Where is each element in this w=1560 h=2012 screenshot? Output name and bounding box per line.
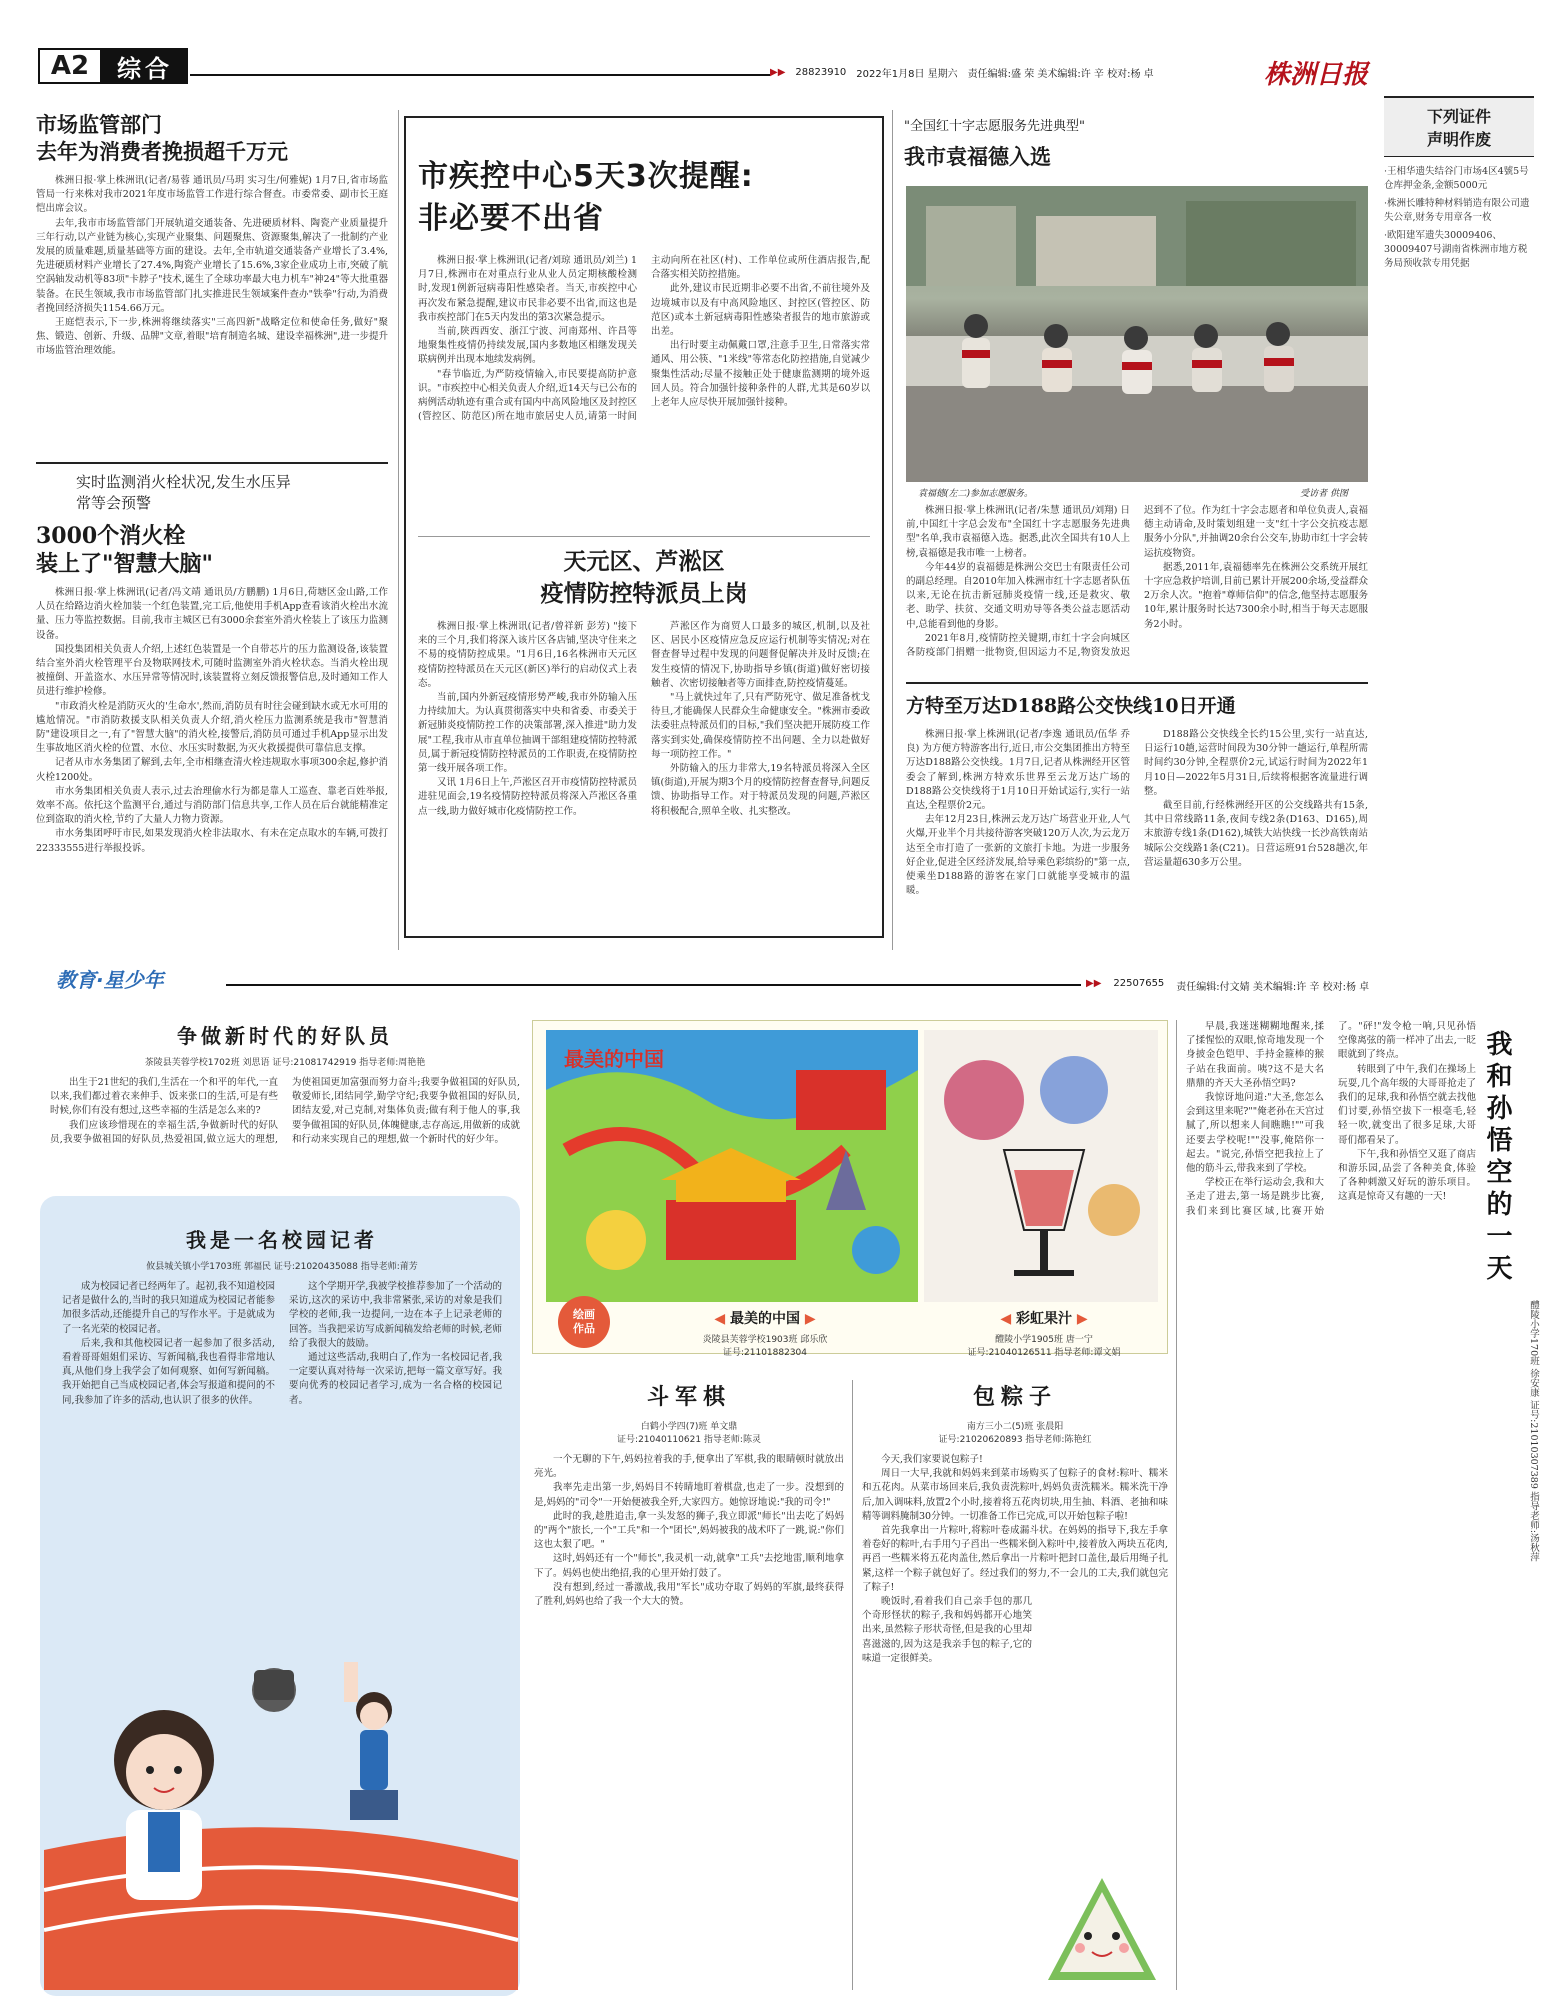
masthead-meta xyxy=(770,64,1190,80)
paragraph: 株洲日报·掌上株洲讯(记者/曾祥新 彭芳) "接下来的三个月,我们将深入该片区各店铺,坚决守住来之不易的疫情防控成果。"1月6日,16名株洲市天元区疫情防控特派员在天元区(新区)举行的启动仪式上表态。 xyxy=(418,621,637,689)
paragraph: 2021年8月,疫情防控关键期,市红十字会向城区各防疫部门捐赠一批物资,但因运力不足,物资发放迟迟到不了位。作为红十字会志愿者和单位负责人,袁福德主动请命,及时策划组建一支"红十字公交抗疫志愿服务小分队",并抽调20余台公交车,协助市红十字会转运抗疫物资。 xyxy=(906,505,1368,659)
essay-title: 斗军棋 xyxy=(646,1385,731,1410)
essay-vertical-title: 我和孙悟空的一天 xyxy=(1482,1030,1512,1286)
paper-name: 株洲日报 xyxy=(1263,60,1368,90)
paragraph: 株洲日报·掌上株洲讯(记者/刘琼 通讯员/刘兰) 1月7日,株洲市在对重点行业从业人员定期核酸检测时,发现1例新冠病毒阳性感染者。当天,市疾控中心再次发布紧急提醒,建议市民非必要不出省,而这也是我市疾控部门在5天内发出的第3次紧急提示。 xyxy=(418,255,637,323)
article-bus-line xyxy=(906,692,1368,948)
paragraph: 株洲日报·掌上株洲讯(记者/李逸 通讯员/伍华 乔良) 为方便方特游客出行,近日,市公交集团推出方特至万达D188路公交快线。1月7日,记者从株洲经开区管委会了解到,株洲方特欢乐世界至云龙万达广场的D188路公交快线将于1月10日开始试运行,实行一站直达,全程票价2元。 xyxy=(906,729,1130,812)
notice-title-box xyxy=(1384,96,1534,157)
paragraph: 这个学期开学,我被学校推荐参加了一个活动的采访,这次的采访中,我非常紧张,采访的对象是我们学校的老师,我一边提问,一边在本子上记录老师的回答。当我把采访写成新闻稿发给老师的时候,老师给了我很大的鼓励。 xyxy=(289,1281,502,1349)
essay-byline: 攸县城关镇小学1703班 郭福民 证号:21020435088 指导老师:莆芳 xyxy=(146,1262,418,1272)
paragraph: 通过这些活动,我明白了,作为一名校园记者,我一定要认真对待每一次采访,把每一篇文章写好。我要向优秀的校园记者学习,成为一名合格的校园记者。 xyxy=(289,1352,502,1406)
notice-title-1: 下列证件 xyxy=(1426,107,1491,126)
article-red-cross xyxy=(904,118,1384,172)
paragraph: 外防输入的压力非常大,19名特派员将深入全区镇(街道),开展为期3个月的疫情防控督查督导,问题反馈、协助指导工作。对于特派员发现的问题,芦淞区将积极配合,照单全收、扎实整改。 xyxy=(651,763,870,817)
paragraph: 首先我拿出一片粽叶,将粽叶卷成漏斗状。在妈妈的指导下,我左手拿着卷好的粽叶,右手用勺子舀出一些糯米倒入粽叶中,接着放入两块五花肉,再舀一些糯米将五花肉盖住,然后拿出一片粽叶把封口盖住,最后用绳子扎紧,这样一个粽子就包好了。经过我们的努力,不一会儿的工夫,我们就包完了粽子! xyxy=(862,1525,1168,1593)
column-divider xyxy=(398,110,399,950)
painting-beautiful-china-art xyxy=(546,1030,918,1302)
photo-caption: 袁福德(左二)参加志愿服务。 xyxy=(918,489,1034,499)
essay-zongzi xyxy=(862,1380,1168,1666)
article-title xyxy=(418,156,870,240)
paragraph: 据悉,2011年,袁福德率先在株洲公交系统开展红十字应急救护培训,目前已累计开展200余场,受益群众2万余人次。"抱着"尊师信仰"的信念,他坚持志愿服务10年,累计服务时长达7300余小时,相当于每天志愿服务2小时。 xyxy=(1144,561,1368,630)
paragraph: 我惊讶地问道:"大圣,您怎么会到这里来呢?""俺老孙在天宫过腻了,所以想来人间瞧瞧!""可我还要去学校呢!""没事,俺陪你一起去。"说完,孙悟空把我拉上了他的筋斗云,带我来到了学校。 xyxy=(1186,1092,1324,1175)
paragraph: "马上就快过年了,只有严防死守、做足准备枕戈待旦,才能确保人民群众生命健康安全。"株洲市委政法委驻点特派员们的目标,"我们坚决把开展防疫工作落实到实处,确保疫情防控不出问题、全力以赴做好每一项防控工作。" xyxy=(651,692,870,760)
divider xyxy=(906,682,1368,684)
paragraph: 此外,建议市民近期非必要不出省,不前往境外及边境城市以及有中高风险地区、封控区(管控区、防范区)或本土新冠病毒阳性感染者报告的地市旅游或出差。 xyxy=(651,283,870,338)
paragraph: "春节临近,为严防疫情输入,市民要提高防护意识。"市疾控中心相关负责人介绍,近14天与已公布的病例活动轨迹有重合或有国内中高风险地区及封控区(管控区、防范区)所在地市旅居史人员,请第一时间主动向所在社区(村)、工作单位或所住酒店报告,配合落实相关防控措施。 xyxy=(418,255,870,423)
kicker-line: 实时监测消火栓状况,发生水压异 xyxy=(76,473,291,491)
essay-good-member xyxy=(50,1020,520,1206)
paragraph: D188路公交快线全长约15公里,实行一站直达,日运行10趟,运营时间段为30分钟一趟运行,单程所需时间约30分钟,全程票价2元,试运行时间为2022年1月10日—2022年5月31日,后续将根据客流量进行调整。 xyxy=(1144,729,1368,797)
paragraph: 当前,陕西西安、浙江宁波、河南郑州、许昌等地聚集性疫情仍持续发展,国内多数地区相继发现关联病例并出现本地续发病例。 xyxy=(418,326,637,366)
painting-beautiful-china xyxy=(546,1030,918,1302)
editors-line: 责任编辑:盛 荣 美术编辑:许 辛 校对:杨 卓 xyxy=(967,68,1154,80)
edu-header-rule xyxy=(226,984,1081,986)
divider xyxy=(36,462,388,464)
article-title: 我市袁福德入选 xyxy=(904,145,1051,169)
artwork-id: 证号:21040126511 指导老师:谭文娟 xyxy=(967,1348,1121,1358)
paragraph: 出生于21世纪的我们,生活在一个和平的年代,一直以来,我们都过着衣来伸手、饭来张口的生活,可是有些时候,你们有没有想过,这些幸福的生活是怎么来的? xyxy=(50,1077,278,1117)
essay-title: 争做新时代的好队员 xyxy=(177,1024,393,1048)
photo-caption-row xyxy=(906,486,1368,499)
article-title xyxy=(36,112,388,166)
painting-rainbow-juice-art xyxy=(924,1030,1158,1302)
artwork-title: 最美的中国 xyxy=(730,1311,800,1327)
paragraph: 我们应该珍惜现在的幸福生活,争做新时代的好队员,我要争做祖国的好队员,热爱祖国,做立远大的理想,为使祖国更加富强而努力奋斗;我要争做祖国的好队员,敬爱师长,团结同学,勤学守纪;我要争做祖国的好队员,团结友爱,对己克制,对集体负责;做有利于他人的事,我要争做祖国的好队员,体魄健康,志存高远,用做新的成就和行动来实现自己的理想,做一个新时代的好少年。 xyxy=(50,1077,520,1145)
artwork-caption-2 xyxy=(924,1308,1164,1358)
column-divider xyxy=(1176,1020,1177,1990)
article-title-line: 天元区、芦淞区 xyxy=(563,549,725,575)
star-icon: ◀ xyxy=(714,1311,730,1327)
paragraph: 国投集团相关负责人介绍,上述红色装置是一个自带芯片的压力监测设备,该装置结合室外消火栓管理平台及物联网技术,可随时监测室外消火栓状态。当消火栓出现被撞倒、开盖盗水、水压异常等情况时,该装置将立刻反馈报警信息,及时通知工作人员进行维护检修。 xyxy=(36,643,388,698)
article-title xyxy=(418,546,870,610)
article-fire-hydrant xyxy=(36,472,388,856)
paragraph: 成为校园记者已经两年了。起初,我不知道校园记者是做什么的,当时的我只知道成为校园记者能参加很多活动,还能提升自己的写作水平。于是就成为了一名光荣的校园记者。 xyxy=(62,1281,275,1335)
star-icon: ▶ xyxy=(1072,1311,1088,1327)
zongzi-illustration xyxy=(1040,1872,1164,1990)
paragraph: 出行时要主动佩戴口罩,注意手卫生,日常落实常通风、用公筷、"1米线"等常态化防控措施,自觉减少聚集性活动;尽量不接触正处于健康监测期的境外返回人员。符合加强针接种条件的人群,尤其是60岁以上老年人应尽快开展加强针接种。 xyxy=(651,340,870,409)
paragraph: 今年44岁的袁福德是株洲公交巴士有限责任公司的副总经理。自2010年加入株洲市红十字志愿者队伍以来,无论在抗击新冠肺炎疫情一线,还是救灾、敬老、助学、扶贫、交通文明劝导等各类公益志愿活动中,总能看到他的身影。 xyxy=(906,561,1130,630)
article-title-line: 市疾控中心5天3次提醒: xyxy=(418,159,754,194)
artwork-author: 炎陵县芙蓉学校1903班 邱乐欣 xyxy=(702,1335,828,1345)
notice-title-2: 声明作废 xyxy=(1426,130,1491,149)
paragraph: 转眼到了中午,我们在操场上玩耍,几个高年级的大哥哥抢走了我们的足球,我和孙悟空就去找他们讨要,孙悟空拔下一根毫毛,轻轻一吹,就变出了很多足球,大哥哥们都看呆了。 xyxy=(1338,1063,1476,1146)
divider xyxy=(418,536,870,537)
article-title-line: 3000个消火栓 xyxy=(36,523,186,549)
paragraph: 去年12月23日,株洲云龙万达广场营业开业,人气火爆,开业半个月共接待游客突破120万人次,为云龙万达至全市打造了一张新的文旅打卡地。为进一步服务好企业,促进全区经济发展,给导乘色彩缤纷的"第一点,使乘坐D188路的游客在家门口就能享受城市的温暖。 xyxy=(906,814,1130,897)
photo-credit: 受访者 供图 xyxy=(1300,489,1348,499)
paragraph: 周日一大早,我就和妈妈来到菜市场购买了包粽子的食材:粽叶、糯米和五花肉。从菜市场回来后,我负责洗粽叶,妈妈负责洗糯米。糯米洗干净后,加入调味料,放置2个小时,接着将五花肉切块,用生抽、料酒、老抽和味精等调料腌制30分钟。一切准备工作已完成,可以开始包粽子啦! xyxy=(862,1468,1168,1522)
paragraph: 王庭恺表示,下一步,株洲将继续落实"三高四新"战略定位和使命任务,做好"聚焦、锻造、创新、升级、品牌"文章,着眼"培育制造名城、建设幸福株洲",进一步提升市场监管治理效能。 xyxy=(36,317,388,357)
kicker-line: 常等会预警 xyxy=(76,494,152,512)
edu-issue-no: 22507655 xyxy=(1113,978,1165,989)
kid-reporter-drawing xyxy=(44,1600,518,1990)
paragraph: 又讯 1月6日上午,芦淞区召开市疫情防控特派员进驻见面会,19名疫情防控特派员将深入芦淞区各重点一线,助力做好城市化疫情防控工作。 xyxy=(418,777,637,817)
artwork-caption-1 xyxy=(620,1308,910,1358)
star-icon: ◀ xyxy=(1000,1311,1016,1327)
paragraph: 晚饭时,看着我们自己亲手包的那几个奇形怪状的粽子,我和妈妈都开心地笑出来,虽然粽子形状奇怪,但是我的心里却喜滋滋的,因为这是我亲手包的粽子,它的味道一定很鲜美。 xyxy=(862,1596,1032,1664)
essay-army-chess xyxy=(534,1380,844,1609)
essay-title: 包粽子 xyxy=(972,1385,1057,1410)
article-title-line: 市场监管部门 xyxy=(36,113,162,137)
masthead-rule xyxy=(190,74,770,76)
essay-reporter xyxy=(62,1224,502,1580)
arrow-icon: ▶▶ xyxy=(770,66,786,78)
edu-editors: 责任编辑:付文婧 美术编辑:许 辛 校对:杨 卓 xyxy=(1176,982,1370,993)
volunteer-photo xyxy=(906,186,1368,482)
page-code: A2 xyxy=(50,51,90,81)
paragraph: 早晨,我迷迷糊糊地醒来,揉了揉惺忪的双眼,惊奇地发现一个身披金色铠甲、手持金箍棒的猴子站在我面前。咦?这不是大名鼎鼎的齐天大圣孙悟空吗? xyxy=(1186,1021,1324,1089)
paragraph: 没有想到,经过一番激战,我用"军长"成功夺取了妈妈的军旗,最终获得了胜利,妈妈也给了我一个大大的赞。 xyxy=(534,1581,844,1608)
artwork-id: 证号:21101882304 xyxy=(722,1348,808,1358)
article-cdc-reminder xyxy=(418,156,870,544)
article-title-line: 去年为消费者挽损超千万元 xyxy=(36,140,288,164)
paragraph: 这时,妈妈还有一个"师长",我灵机一动,就拿"工兵"去挖地雷,顺利地拿下了。妈妈也使出绝招,我的心里开始打鼓了。 xyxy=(534,1553,844,1579)
paragraph: "市政消火栓是消防灭火的'生命水',然而,消防员有时往会碰到缺水或无水可用的尴尬情况。"市消防救援支队相关负责人介绍,消火栓压力监测系统是我市"智慧消防"建设项目之一,有了"智慧大脑"的消火栓,接警后,消防员可通过手机App显示出发生事故地区消火栓的位置、水位、水压实时数据,为灭火救援提供可靠信息支撑。 xyxy=(36,700,388,755)
paragraph: 株洲日报·掌上株洲讯(记者/朱慧 通讯员/刘翔) 日前,中国红十字总会发布"全国红十字志愿服务先进典型"名单,我市袁福德入选。据悉,此次全国共有10人上榜,袁福德是我市唯一上榜者。 xyxy=(906,505,1130,559)
notice-item: ·王相华遗失结谷门市场4区4號5号仓库押金条,金额5000元 xyxy=(1384,166,1529,191)
section-label: 综合 xyxy=(117,54,173,83)
edu-column-name: 教育·星少年 xyxy=(56,968,164,992)
artwork-badge-line: 作品 xyxy=(573,1322,595,1335)
star-icon: ▶ xyxy=(800,1311,816,1327)
article-kicker: "全国红十字志愿服务先进典型" xyxy=(904,119,1085,134)
paragraph: 株洲日报·掌上株洲讯(记者/冯文靖 通讯员/方鹏鹏) 1月6日,荷塘区金山路,工作人员在给路边消火栓加装一个红色装置,完工后,他使用手机App查看该消火栓出水流量、压力等监控数据。目前,我市主城区已有3000余套室外消火栓装上了该压力监测设备。 xyxy=(36,587,388,641)
artwork-author: 醴陵小学1905班 唐一宁 xyxy=(995,1335,1093,1345)
article-market-supervision xyxy=(36,112,388,359)
essay-monkey-king xyxy=(1186,1020,1476,1980)
paragraph: 此时的我,趁胜追击,拿一头发怒的狮子,我立即派"师长"出去吃了妈妈的"两个"旅长,一个"工兵"和一个"团长",妈妈被我的战术吓了一跳,说:"你们这也太狠了吧。" xyxy=(534,1510,844,1551)
edu-header xyxy=(36,960,1536,1000)
essay-byline: 白鹤小学四(7)班 单文鼎 xyxy=(640,1422,738,1432)
essay-byline: 茶陵县芙蓉学校1702班 刘思语 证号:21081742919 指导老师:周艳艳 xyxy=(144,1058,426,1068)
kid-reporter-illustration xyxy=(44,1600,518,1990)
paragraph: 学校正在举行运动会,我和大圣走了进去,第一场是跳步比赛,我们来到比赛区域,比赛开始了。"砰!"发令枪一响,只见孙悟空像离弦的箭一样冲了出去,一眨眼就到了终点。 xyxy=(1186,1021,1476,1217)
essay-byline: 南方三小二(5)班 张晨阳 xyxy=(966,1422,1064,1432)
section-label-box xyxy=(102,48,188,84)
notice-item: ·欧阳建军遗失30009406、30009407号湖南省株洲市地方税务局预收款专用凭据 xyxy=(1384,230,1528,269)
paragraph: 我率先走出第一步,妈妈目不转睛地盯着棋盘,也走了一步。没想到的是,妈妈的"司令"一开始便被我全歼,大家四方。她惊讶地说:"我的司令!" xyxy=(534,1482,844,1508)
paragraph: 市水务集团相关负责人表示,过去治理偷水行为都是靠人工巡查、靠老百姓举报,效率不高。依托这个监测平台,通过与消防部门信息共享,工作人员在后台就能精准定位到盗取的消火栓,节约了大量人力物力资源。 xyxy=(36,785,388,826)
volunteer-photo-illustration xyxy=(906,186,1368,482)
article-kicker xyxy=(36,472,388,514)
paragraph: 截至目前,行经株洲经开区的公交线路共有15条,其中日常线路11条,夜间专线2条(D163、D165),周末旅游专线1条(D162),城铁大站快线一长沙高铁南站城际公交线路1条(C21)。日营运班91台528趟次,年营运量超630多万公里。 xyxy=(1144,800,1368,868)
artwork-badge xyxy=(558,1296,610,1348)
paragraph: 一个无聊的下午,妈妈拉着我的手,便拿出了军棋,我的眼睛顿时就放出亮光。 xyxy=(534,1454,844,1480)
paragraph: 下午,我和孙悟空又逛了商店和游乐园,品尝了各种美食,体验了各种刺激又好玩的游乐项目。这真是惊奇又有趣的一天! xyxy=(1338,1148,1476,1203)
notice-box xyxy=(1384,96,1534,376)
essay-byline: 证号:21040110621 指导老师:陈灵 xyxy=(617,1435,761,1445)
column-divider xyxy=(892,110,893,950)
painting-inscription: 最美的中国 xyxy=(564,1047,664,1071)
page-code-box xyxy=(38,48,102,84)
article-title-line: 疫情防控特派员上岗 xyxy=(540,581,748,607)
column-divider xyxy=(852,1380,853,1990)
edu-meta xyxy=(1086,978,1369,993)
paragraph: 当前,国内外新冠疫情形势严峻,我市外防输入压力持续加大。为认真贯彻落实中央和省委、市委关于新冠肺炎疫情防控工作的决策部署,深入推进"助力发展"工程,我市从市直单位抽调干部组建疫情防控特派员,属于新冠疫情防控特派员的工作职责,在疫情防控第一线开展各项工作。 xyxy=(418,692,637,775)
paragraph: 株洲日报·掌上株洲讯(记者/易蓉 通讯员/马玥 实习生/何雅妮) 1月7日,省市场监管局一行来株对我市2021年度市场监管工作进行综合督查。市委常委、副市长王庭恺出席会议。 xyxy=(36,175,388,215)
painting-rainbow-juice xyxy=(924,1030,1158,1302)
artwork-badge-line: 绘画 xyxy=(573,1308,595,1321)
essay-byline: 证号:21020620893 指导老师:陈艳红 xyxy=(938,1435,1092,1445)
essay-title: 我是一名校园记者 xyxy=(186,1228,378,1252)
essay-vertical-byline: 醴陵小学170班 徐安康 证号:21010307389 指导老师:汤秋萍 xyxy=(1528,1300,1539,1562)
paragraph: 市水务集团呼吁市民,如果发现消火栓非法取水、有未在定点取水的车辆,可拨打22333555进行举报投诉。 xyxy=(36,828,388,854)
arrow-icon: ▶▶ xyxy=(1086,978,1102,989)
date-line: 2022年1月8日 星期六 xyxy=(856,68,958,80)
paragraph: 芦淞区作为商贸人口最多的城区,机制,以及社区、居民小区疫情应急反应运行机制等实情况;对在督查督导过程中发现的问题督促解决并及时反馈;在发生疫情的情况下,协助指导乡镇(街道)做好密切接触者、次密切接触者等方面排查,防控疫情蔓延。 xyxy=(651,621,870,689)
article-title-line: 非必要不出省 xyxy=(418,201,604,236)
article-red-cross-body xyxy=(906,504,1368,672)
zongzi-drawing xyxy=(1040,1872,1164,1990)
issue-no: 28823910 xyxy=(795,66,847,78)
notice-item: ·株洲长雕特种材料销造有限公司遗失公章,财务专用章各一枚 xyxy=(1384,198,1530,223)
paragraph: 记者从市水务集团了解到,去年,全市相继查清火栓违规取水事项300余起,修护消火栓1200处。 xyxy=(36,757,388,783)
paragraph: 去年,我市市场监管部门开展轨道交通装备、先进硬质材料、陶瓷产业质量提升三年行动,以产业链为核心,实现产业聚集、问题聚焦、资源聚集,解决了一批制约产业发展的质量难题,质量基础等方面的建设。去年,全市轨道交通装备产业增长了3.4%,先进硬质材料产业增长了27.4%,陶瓷产业增长了15.6%,3家企业成功上市,突破了航空涡轴发动机等83项"卡脖子"技术,诞生了全球功率最大电力机车"神24"等大批重器装备。在民生领域,我市市场监管部门扎实推进民生领域案件查办"铁拳"行动,为消费者挽回经济损失1154.66万元。 xyxy=(36,217,388,314)
article-title: 方特至万达D188路公交快线10日开通 xyxy=(906,695,1236,717)
paragraph: 今天,我们家要说包粽子! xyxy=(881,1454,983,1465)
paragraph: 后来,我和其他校园记者一起参加了很多活动,看着哥哥姐姐们采访、写新闻稿,我也看得非常地认真,从他们身上我学会了如何观察、如何写新闻稿。我开始把自己当成校园记者,体会写报道和提问的不同,我参加了许多的活动,也认识了很多的伙伴。 xyxy=(62,1337,275,1406)
article-title xyxy=(36,522,388,578)
article-title-line: 装上了"智慧大脑" xyxy=(36,551,213,577)
artwork-title: 彩虹果汁 xyxy=(1016,1311,1072,1327)
article-special-envoys xyxy=(418,546,870,930)
